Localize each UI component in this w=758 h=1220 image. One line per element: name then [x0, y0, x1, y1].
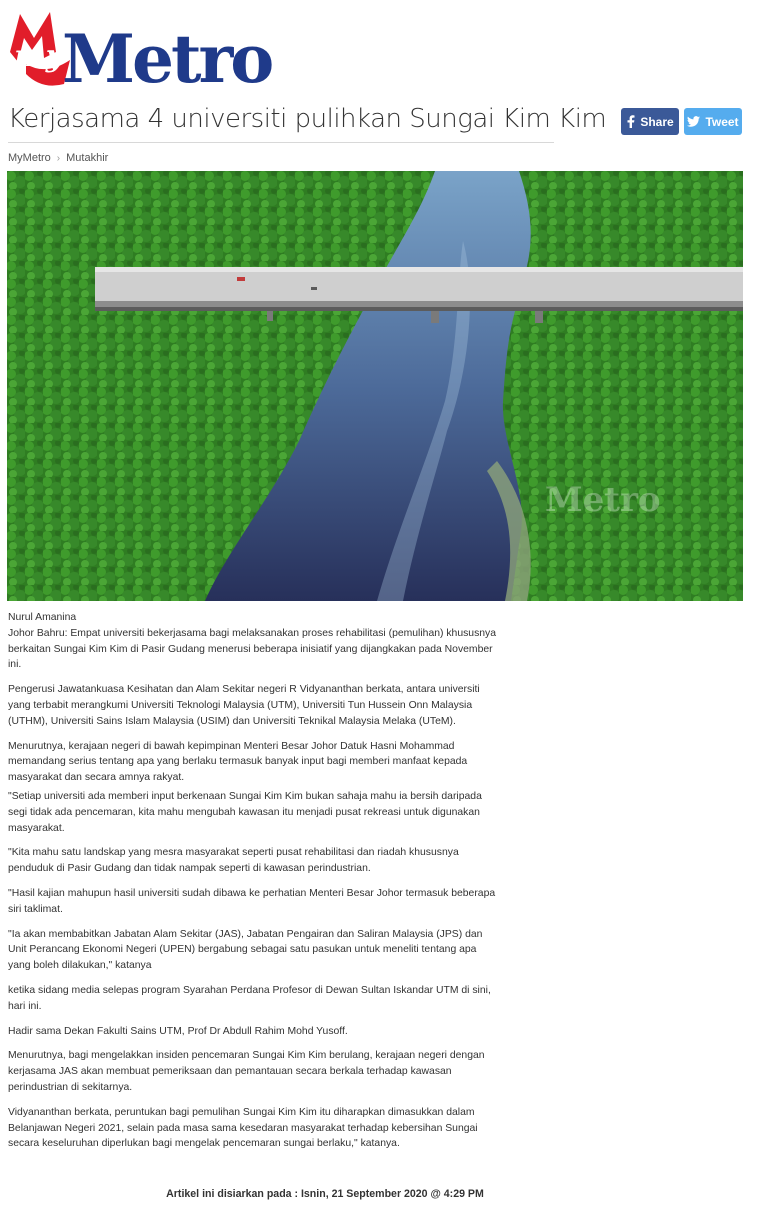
article-hero-image: [7, 171, 743, 601]
article-paragraph: Menurutnya, kerajaan negeri di bawah kepimpinan Menteri Besar Johor Datuk Hasni Mohammad memandang serius tentang apa yang berlaku termasuk banyak input bagi memberi manfaat kepada masyarakat dan secara amnya rakyat.: [8, 740, 468, 784]
tweet-label: Tweet: [705, 114, 739, 129]
article-paragraph: Pengerusi Jawatankuasa Kesihatan dan Alam Sekitar negeri R Vidyananthan berkata, antara universiti yang terbabit merangkumi Universiti Teknologi Malaysia (UTM), Universiti Tun Hussein Onn Malaysia (UTHM), Universiti Sains Islam Malaysia (USIM) dan Universiti Teknikal Malaysia Melaka (UTeM).: [8, 684, 480, 727]
twitter-icon: [687, 116, 700, 127]
facebook-share-button[interactable]: [621, 108, 679, 135]
article-paragraph: "Kita mahu satu landskap yang mesra masyarakat seperti pusat rehabilitasi dan riadah khususnya penduduk di Pasir Gudang dan tidak nampak seperti di kawasan perindustrian.: [8, 847, 459, 875]
breadcrumb-item-mutakhir[interactable]: Mutakhir: [66, 152, 109, 164]
river-bridge-photo: [7, 171, 743, 601]
mymetro-logo[interactable]: [6, 8, 306, 90]
article-paragraph: Johor Bahru: Empat universiti bekerjasama bagi melaksanakan proses rehabilitasi (pemulihan) khususnya berkaitan Sungai Kim Kim di Pasir Gudang menerusi beberapa inisiatif yang dijangkakan pada November ini.: [8, 627, 497, 671]
logo-metro-text: Metro: [62, 20, 272, 90]
article-author: Nurul Amanina: [8, 612, 77, 623]
breadcrumb: [8, 152, 108, 164]
facebook-icon: [626, 115, 635, 128]
chevron-right-icon: ›: [56, 152, 61, 164]
article-paragraph: "Hasil kajian mahupun hasil universiti sudah dibawa ke perhatian Menteri Besar Johor termasuk beberapa siri taklimat.: [8, 887, 496, 915]
article-paragraph: Menurutnya, bagi mengelakkan insiden pencemaran Sungai Kim Kim berulang, kerajaan negeri dengan kerjasama JAS akan membuat pemeriksaan dan pemantauan secara berkala terhadap kawasan perindustrian di sekitarnya.: [8, 1050, 485, 1093]
article-paragraph: Hadir sama Dekan Fakulti Sains UTM, Prof Dr Abdull Rahim Mohd Yusoff.: [8, 1025, 348, 1037]
published-date: Artikel ini disiarkan pada : Isnin, 21 September 2020 @ 4:29 PM: [166, 1188, 484, 1200]
article-paragraph: ketika sidang media selepas program Syarahan Perdana Profesor di Dewan Sultan Iskandar UTM di sini, hari ini.: [8, 984, 491, 1012]
article-paragraph: "Ia akan membabitkan Jabatan Alam Sekitar (JAS), Jabatan Pengairan dan Saliran Malaysia (JPS) dan Unit Perancang Ekonomi Negeri (UPEN) bergabung sebagai satu pasukan untuk meneliti tentang apa yang boleh dilakukan," katanya: [8, 928, 483, 972]
article-title: Kerjasama 4 universiti pulihkan Sungai Kim Kim: [8, 100, 554, 143]
image-watermark: Metro: [545, 480, 661, 520]
article-paragraph: "Setiap universiti ada memberi input berkenaan Sungai Kim Kim bukan sahaja mahu ia bersih daripada segi tidak ada pencemaran, kita mahu mengubah kawasan itu menjadi pusat rekreasi untuk digunakan masyarakat.: [8, 790, 482, 834]
share-label: Share: [640, 114, 674, 129]
twitter-tweet-button[interactable]: [684, 108, 742, 135]
breadcrumb-item-mymetro[interactable]: MyMetro: [8, 152, 51, 164]
article-paragraph: Vidyananthan berkata, peruntukan bagi pemulihan Sungai Kim Kim itu diharapkan dimasukkan dalam Belanjawan Negeri 2021, selain pada masa sama kesedaran masyarakat terhadap kebersihan Sungai secara keseluruhan diperlukan bagi mengelak pencemaran sungai berlaku," katanya.: [8, 1106, 478, 1150]
article-body: [8, 610, 498, 1161]
logo-my-text: my: [14, 39, 64, 74]
mymetro-logo-graphic: [6, 8, 306, 90]
